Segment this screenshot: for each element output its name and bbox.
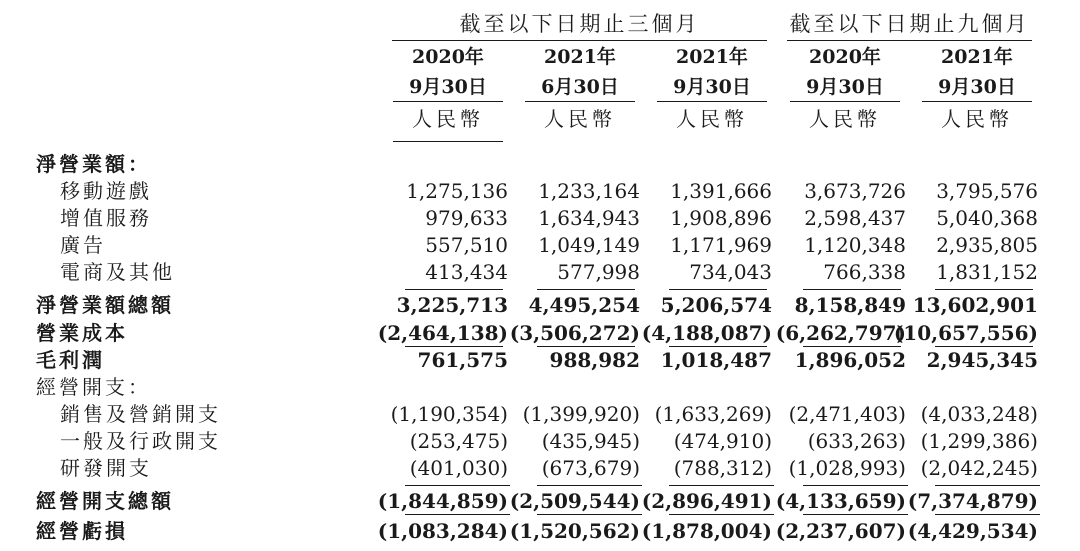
column-header-currency: 人民幣 <box>809 107 881 131</box>
column-header-year: 2020年 <box>809 46 881 68</box>
cell-value: 5,040,368 <box>936 206 1038 230</box>
group-header-rule <box>392 40 767 41</box>
column-header-date: 9月30日 <box>938 76 1016 98</box>
cell-value: 1,275,136 <box>406 179 508 203</box>
cell-value: (4,188,087) <box>641 321 772 345</box>
cell-value: (1,299,386) <box>920 429 1038 453</box>
cell-value: (2,042,245) <box>920 456 1038 480</box>
cell-value: 413,434 <box>425 260 508 284</box>
subtotal-rule <box>405 485 510 486</box>
subtotal-rule <box>935 514 1040 515</box>
cell-value: 761,575 <box>417 348 508 372</box>
cell-value: (1,190,354) <box>390 402 508 426</box>
cell-value: 1,018,487 <box>660 348 772 372</box>
column-header-year: 2021年 <box>544 46 616 68</box>
table-row <box>0 205 1080 232</box>
cell-value: 734,043 <box>689 260 772 284</box>
cell-value: (2,509,544) <box>509 489 640 513</box>
cell-value: (3,506,272) <box>509 321 640 345</box>
row-label: 電商及其他 <box>60 260 175 284</box>
subtotal-rule <box>669 514 774 515</box>
cell-value: 1,908,896 <box>670 206 772 230</box>
cell-value: 1,634,943 <box>538 206 640 230</box>
column-header-year: 2021年 <box>676 46 748 68</box>
column-header <box>790 42 900 136</box>
table-row-section-net-revenue <box>0 151 1080 178</box>
cell-value: (7,374,879) <box>907 489 1038 513</box>
cell-value: 1,171,969 <box>670 233 772 257</box>
subtotal-rule <box>405 514 510 515</box>
cell-value: (1,520,562) <box>509 519 640 543</box>
column-header-currency: 人民幣 <box>412 107 484 131</box>
cell-value: (2,464,138) <box>377 321 508 345</box>
column-header-currency: 人民幣 <box>941 107 1013 131</box>
cell-value: (401,030) <box>409 456 508 480</box>
column-header-date: 9月30日 <box>673 76 751 98</box>
cell-value: (1,844,859) <box>377 489 508 513</box>
row-label: 移動遊戲 <box>60 179 152 203</box>
row-label: 一般及行政開支 <box>60 429 221 453</box>
row-label: 研發開支 <box>60 456 152 480</box>
cell-value: 577,998 <box>557 260 640 284</box>
cell-value: (253,475) <box>409 429 508 453</box>
date-rule <box>790 101 900 102</box>
table-row <box>0 401 1080 428</box>
column-header-date: 6月30日 <box>541 76 619 98</box>
cell-value: (10,657,556) <box>893 321 1038 345</box>
subtotal-rule <box>669 485 774 486</box>
row-label: 銷售及營銷開支 <box>60 402 221 426</box>
cell-value: 8,158,849 <box>794 293 906 317</box>
cell-value: 1,120,348 <box>804 233 906 257</box>
cell-value: (1,028,993) <box>788 456 906 480</box>
cell-value: 1,049,149 <box>538 233 640 257</box>
cell-value: (4,133,659) <box>775 489 906 513</box>
subtotal-rule <box>935 485 1040 486</box>
column-header <box>393 42 503 136</box>
table-row-total <box>0 488 1080 515</box>
cell-value: 1,831,152 <box>936 260 1038 284</box>
column-header-date: 9月30日 <box>806 76 884 98</box>
column-header <box>922 42 1032 136</box>
group-header-nine-months: 截至以下日期止九個月 <box>789 12 1030 36</box>
row-label: 營業成本 <box>36 321 128 345</box>
cell-value: 3,795,576 <box>936 179 1038 203</box>
row-label: 毛利潤 <box>36 348 105 372</box>
column-header-year: 2020年 <box>412 46 484 68</box>
cell-value: (2,471,403) <box>788 402 906 426</box>
subtotal-rule <box>537 485 642 486</box>
cell-value: 2,945,345 <box>926 348 1038 372</box>
row-label: 淨營業額： <box>36 152 151 176</box>
column-header-date: 9月30日 <box>409 76 487 98</box>
table-row <box>0 259 1080 286</box>
cell-value: 1,896,052 <box>794 348 906 372</box>
cell-value: 2,598,437 <box>804 206 906 230</box>
row-label: 經營虧損 <box>36 519 128 543</box>
cell-value: 988,982 <box>549 348 640 372</box>
table-row <box>0 428 1080 455</box>
table-row <box>0 232 1080 259</box>
cell-value: (1,399,920) <box>522 402 640 426</box>
row-label: 經營開支總額 <box>36 489 174 513</box>
subtotal-rule <box>803 514 908 515</box>
cell-value: (4,429,534) <box>907 519 1038 543</box>
table-row-total <box>0 518 1080 545</box>
subtotal-rule <box>935 289 1033 290</box>
cell-value: 13,602,901 <box>912 293 1038 317</box>
table-row-total <box>0 320 1080 347</box>
subtotal-rule <box>537 289 635 290</box>
table-row-total <box>0 292 1080 319</box>
table-row-total <box>0 347 1080 374</box>
cell-value: (1,083,284) <box>377 519 508 543</box>
cell-value: 1,233,164 <box>538 179 640 203</box>
subtotal-rule <box>537 514 642 515</box>
table-row <box>0 455 1080 482</box>
subtotal-rule <box>803 485 908 486</box>
column-header-currency: 人民幣 <box>676 107 748 131</box>
cell-value: 557,510 <box>425 233 508 257</box>
group-header-rule <box>787 40 1032 41</box>
cell-value: (2,896,491) <box>641 489 772 513</box>
table-row <box>0 178 1080 205</box>
cell-value: (633,263) <box>807 429 906 453</box>
subtotal-rule <box>803 289 901 290</box>
column-header <box>657 42 767 136</box>
cell-value: (1,878,004) <box>641 519 772 543</box>
cell-value: 4,495,254 <box>528 293 640 317</box>
cell-value: 1,391,666 <box>670 179 772 203</box>
date-rule <box>393 101 503 102</box>
cell-value: (6,262,797) <box>775 321 906 345</box>
subtotal-rule <box>405 289 503 290</box>
cell-value: (1,633,269) <box>654 402 772 426</box>
cell-value: 3,673,726 <box>804 179 906 203</box>
cell-value: (673,679) <box>541 456 640 480</box>
row-label: 廣告 <box>60 233 106 257</box>
column-header-rule <box>393 141 503 142</box>
date-rule <box>525 101 635 102</box>
date-rule <box>922 101 1032 102</box>
cell-value: 3,225,713 <box>396 293 508 317</box>
cell-value: (788,312) <box>673 456 772 480</box>
cell-value: (435,945) <box>541 429 640 453</box>
date-rule <box>657 101 767 102</box>
cell-value: 2,935,805 <box>936 233 1038 257</box>
group-header-three-months: 截至以下日期止三個月 <box>459 12 700 36</box>
row-label: 經營開支： <box>36 375 151 399</box>
row-label: 增值服務 <box>60 206 152 230</box>
column-header <box>525 42 635 136</box>
row-label: 淨營業額總額 <box>36 293 174 317</box>
table-row-section-opex <box>0 374 1080 401</box>
cell-value: (2,237,607) <box>775 519 906 543</box>
cell-value: 5,206,574 <box>660 293 772 317</box>
cell-value: (4,033,248) <box>920 402 1038 426</box>
column-header-currency: 人民幣 <box>544 107 616 131</box>
column-header-year: 2021年 <box>941 46 1013 68</box>
subtotal-rule <box>669 289 767 290</box>
cell-value: (474,910) <box>673 429 772 453</box>
cell-value: 766,338 <box>823 260 906 284</box>
cell-value: 979,633 <box>425 206 508 230</box>
